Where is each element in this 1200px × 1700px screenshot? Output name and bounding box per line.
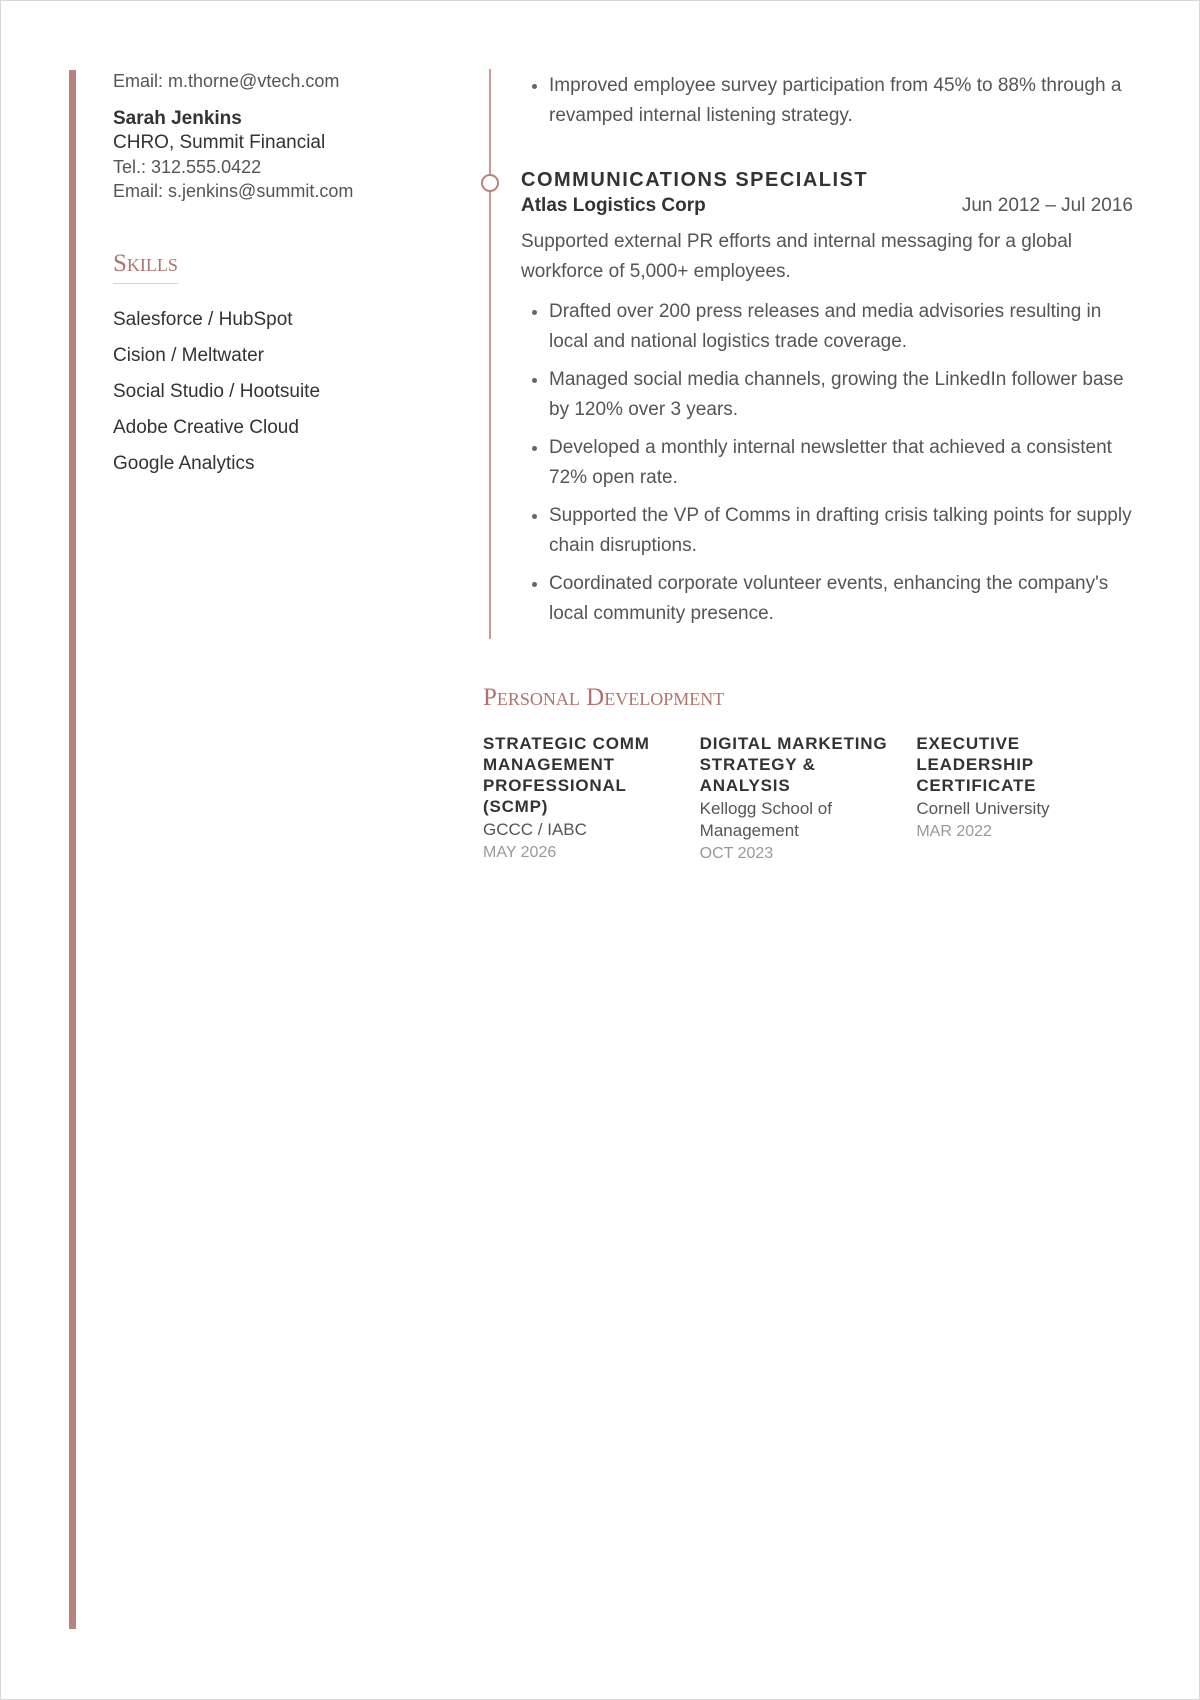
timeline-dot-icon [481,174,499,192]
bullet-item: • Developed a monthly internal newsletter that achieved a consistent 72% open rate. [549,433,1133,493]
previous-job-bullets [521,71,1133,131]
bullet-item: • Drafted over 200 press releases and media advisories resulting in local and national logistics trade coverage. [549,297,1133,357]
skill-item: Adobe Creative Cloud [113,417,299,438]
skill-item: Social Studio / Hootsuite [113,381,321,402]
cert-date: MAR 2022 [916,823,992,840]
left-column [113,69,453,482]
cert-name: DIGITAL MARKETING STRATEGY & ANALYSIS [699,734,888,795]
job-summary: Supported external PR efforts and internal messaging for a global workforce of 5,000+ employees. [521,231,1072,282]
cert-date: OCT 2023 [699,845,774,862]
bullet-item: • Improved employee survey participation from 45% to 88% through a revamped internal listening strategy. [549,71,1133,131]
certifications-grid [483,733,1133,865]
skill-item: Cision / Meltwater [113,345,264,366]
bullet-item: • Coordinated corporate volunteer events, enhancing the company's local community presence. [549,569,1133,629]
reference-sarah-jenkins [113,107,453,203]
job-bullets [521,297,1133,629]
reference-role: CHRO, Summit Financial [113,132,326,153]
job-meta [521,193,1133,219]
bullet-item: • Supported the VP of Comms in drafting crisis talking points for supply chain disruptions. [549,501,1133,561]
cert-issuer: Cornell University [916,799,1050,818]
job-title: COMMUNICATIONS SPECIALIST [521,169,869,191]
cert-date: MAY 2026 [483,844,557,861]
job-dates: Jun 2012 – Jul 2016 [961,195,1133,216]
certification-item [700,733,917,865]
cert-issuer: GCCC / IABC [483,820,587,839]
cert-issuer: Kellogg School of Management [699,799,832,840]
right-column [483,69,1133,865]
certification-item [916,733,1133,865]
certification-item [483,733,700,865]
cert-name: EXECUTIVE LEADERSHIP CERTIFICATE [916,734,1037,795]
experience-timeline [489,69,1133,639]
cert-name: STRATEGIC COMM MANAGEMENT PROFESSIONAL (SCMP) [483,734,650,816]
skill-item: Google Analytics [113,453,255,474]
skill-item: Salesforce / HubSpot [113,309,293,330]
accent-bar [69,70,76,1629]
reference-name: Sarah Jenkins [113,108,242,129]
reference-email: Email: s.jenkins@summit.com [113,181,354,201]
personal-development-heading: Personal Development [483,684,725,711]
skills-heading: Skills [113,249,178,284]
bullet-item: • Managed social media channels, growing the LinkedIn follower base by 120% over 3 years. [549,365,1133,425]
reference-tel: Tel.: 312.555.0422 [113,157,262,177]
skills-list [113,302,453,482]
reference-email-prev: Email: m.thorne@vtech.com [113,71,340,91]
job-company: Atlas Logistics Corp [521,195,706,216]
